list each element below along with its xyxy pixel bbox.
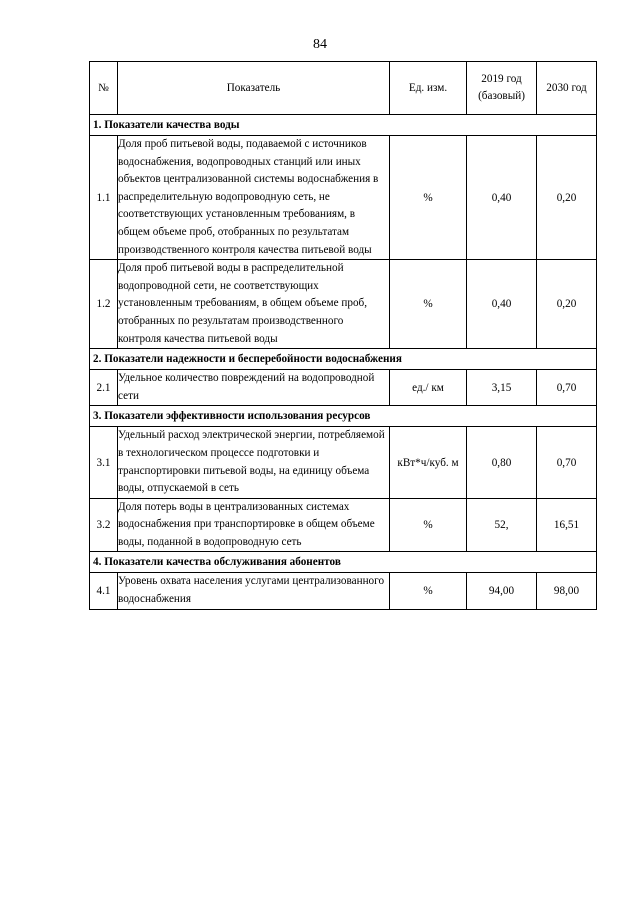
row-indicator: Доля проб питьевой воды в распределительной водопроводной сети, не соответствующих установленным требованиям, в общем объеме проб, отобранных по результатам производственного контроля качества питьевой воды	[118, 260, 390, 349]
row-base-value: 94,00	[467, 573, 537, 609]
section-title: 4. Показатели качества обслуживания абонентов	[90, 552, 597, 573]
table-row	[90, 573, 597, 609]
header-unit: Ед. изм.	[390, 62, 467, 115]
row-num: 1.1	[90, 136, 118, 260]
table-row	[90, 427, 597, 498]
row-num: 3.2	[90, 498, 118, 552]
row-indicator: Доля потерь воды в централизованных системах водоснабжения при транспортировке в общем объеме воды, поданной в водопроводную сеть	[118, 498, 390, 552]
row-base-value: 52,	[467, 498, 537, 552]
row-base-value: 0,40	[467, 260, 537, 349]
section-row	[90, 349, 597, 370]
row-num: 3.1	[90, 427, 118, 498]
table-row	[90, 498, 597, 552]
header-num: №	[90, 62, 118, 115]
row-indicator: Удельное количество повреждений на водопроводной сети	[118, 370, 390, 406]
row-base-value: 3,15	[467, 370, 537, 406]
row-unit: %	[390, 573, 467, 609]
row-indicator: Удельный расход электрической энергии, потребляемой в технологическом процессе подготовки и транспортировки питьевой воды, на единицу объема воды, отпускаемой в сеть	[118, 427, 390, 498]
table-row	[90, 260, 597, 349]
section-row	[90, 552, 597, 573]
row-unit: ед./ км	[390, 370, 467, 406]
page-number: 84	[313, 37, 327, 52]
row-num: 1.2	[90, 260, 118, 349]
header-base-year-line1: 2019 год	[481, 73, 522, 85]
row-num: 2.1	[90, 370, 118, 406]
section-title: 1. Показатели качества воды	[90, 115, 597, 136]
row-base-value: 0,80	[467, 427, 537, 498]
table-row	[90, 136, 597, 260]
section-row	[90, 115, 597, 136]
row-target-value: 0,70	[537, 370, 597, 406]
section-title: 3. Показатели эффективности использования ресурсов	[90, 406, 597, 427]
header-target-year: 2030 год	[537, 62, 597, 115]
section-row	[90, 406, 597, 427]
row-unit: кВт*ч/куб. м	[390, 427, 467, 498]
row-indicator: Доля проб питьевой воды, подаваемой с источников водоснабжения, водопроводных станций или иных объектов централизованной системы водоснабжения в распределительную водопроводную сеть, не соответствующих установленным требованиям, в общем объеме проб, отобранных по результатам производственного контроля качества питьевой воды	[118, 136, 390, 260]
section-title: 2. Показатели надежности и бесперебойности водоснабжения	[90, 349, 597, 370]
table-header-row	[90, 62, 597, 115]
row-target-value: 0,70	[537, 427, 597, 498]
row-unit: %	[390, 260, 467, 349]
row-unit: %	[390, 498, 467, 552]
row-unit: %	[390, 136, 467, 260]
table-row	[90, 370, 597, 406]
header-base-year	[467, 62, 537, 115]
row-indicator: Уровень охвата населения услугами централизованного водоснабжения	[118, 573, 390, 609]
row-num: 4.1	[90, 573, 118, 609]
row-target-value: 0,20	[537, 136, 597, 260]
row-target-value: 16,51	[537, 498, 597, 552]
indicators-table	[89, 61, 597, 610]
row-target-value: 0,20	[537, 260, 597, 349]
header-indicator: Показатель	[118, 62, 390, 115]
row-target-value: 98,00	[537, 573, 597, 609]
row-base-value: 0,40	[467, 136, 537, 260]
header-base-year-line2: (базовый)	[478, 90, 525, 102]
